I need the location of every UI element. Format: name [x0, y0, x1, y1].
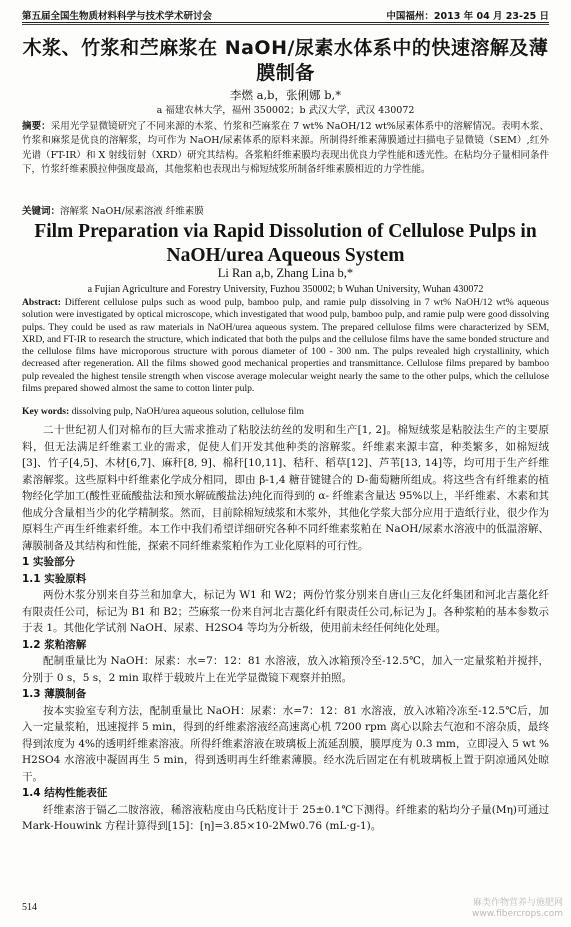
watermark-site-name: 麻类作物营养与施肥网 — [472, 898, 563, 908]
subsection-heading-materials: 1.1 实验原料 — [22, 572, 87, 585]
intro-paragraph: 二十世纪初人们对棉布的巨大需求推动了粘胶法纺丝的发明和生产[1, 2]。棉短绒浆是粘胶法生产的主要原料，但无法满足纤维素工业的需求，促使人们开发其他种类的溶解浆。纤维素来源丰富，种类繁多，如棉短绒[3]、竹子[4,5]、木材[6,7]、麻秆[8, 9]、棉秆[10,11]、秸秆、稻草[12]、芦苇[13, 14]等，均可用于生产纤维素溶解浆。这些原料中纤维素化学成分相同，即由 β-1,4 糖苷键键合的 D-葡萄糖所组成。将这些含有纤维素的植物经化学加工(酸性亚硫酸盐法和预水解硫酸盐法)纯化而得到的 α- 纤维素含量达 95%以上，半纤维素、木素和其他成分含量相当少的化学精制浆。然而，目前除棉短绒浆和木浆外，其他化学浆大部分应用于造纸行业，很少作为原料生产再生纤维素纤维。本工作中我们希望详细研究各种不同纤维素浆粕在 NaOH/尿素水溶液中的低温溶解、薄膜制备及其结构和性能，探索不同纤维素浆粕作为工业化原料的可行性。 — [22, 424, 549, 552]
conference-name: 第五届全国生物质材料科学与技术学术研讨会 — [22, 11, 213, 22]
subsection-heading-characterization: 1.4 结构性能表征 — [22, 787, 108, 799]
chinese-keywords-label: 关键词： — [22, 206, 61, 217]
chinese-title: 木浆、竹浆和苎麻浆在 NaOH/尿素水体系中的快速溶解及薄膜制备 — [22, 37, 549, 84]
film-prep-paragraph: 按本实验室专利方法，配制重量比 NaOH：尿素：水=7：12：81 水溶液，放入冰箱冷冻至-12.5℃后，加入一定量浆粕，迅速搅拌 5 min，得到的纤维素溶液经高速离心机 7200 rpm 离心以除去气泡和不溶杂质，最终得到浓度为 4%的透明纤维素溶液。所得纤维素溶液在玻璃板上流延刮膜，膜厚度为 0.3 mm，立即浸入 5 wt % H2SO4 水溶液中凝固再生 5 min，得到透明再生纤维素薄膜。经水洗后固定在有机玻璃板上置于阴凉通风处晾干。 — [22, 704, 549, 783]
header-rule — [22, 22, 549, 23]
english-keywords — [22, 406, 549, 418]
chinese-authors: 李燃 a,b，张俐娜 b,* — [230, 88, 341, 102]
body-text — [22, 422, 549, 835]
subsection-heading-dissolution: 1.2 浆粕溶解 — [22, 638, 87, 651]
subsection-heading-film-prep: 1.3 薄膜制备 — [22, 688, 87, 700]
chinese-keywords-text: 溶解浆 NaOH/尿素溶液 纤维素膜 — [60, 206, 204, 217]
english-abstract-text: Different cellulose pulps such as wood pulp, bamboo pulp, and ramie pulp dissolving in 7 wt% NaOH/12 wt% aqueous solution were investigated by optical microscope, which investigated that wood pulp, bamboo pulp, and ramie pulp were good dissolving pulps. They could be used as raw materials in NaOH/urea aqueous system. The prepared cellulose films were characterized by SEM, XRD, and FT-IR to research the structure, which indicated that both the pulps and the cellulose films have the same bonded structure and the cellulose films have microporous structure with porous diameter of 100 - 300 nm. The pulps revealed high crystallinity, which decreased after regeneration. All the films showed good mechanical properties and transmittance. Cellulose films prepared by bamboo pulp revealed the highest tensile strength when viscose average molecular weight nearly the same to the other pulps, which the cellulose films prepared showed almost the same to cotton linter pulp. — [22, 297, 549, 395]
chinese-affiliation: a 福建农林大学，福州 350002；b 武汉大学，武汉 430072 — [156, 105, 415, 116]
running-header — [22, 8, 549, 22]
characterization-paragraph: 纤维素溶于镉乙二胺溶液，稀溶液粘度由乌氏粘度计于 25±0.1℃下测得。纤维素的粘均分子量(Mη)可通过 Mark-Houwink 方程计算得到[15]：[η]=3.85×10-2Mw0.76 (mL·g-1)。 — [22, 803, 549, 832]
watermark-url: www.fibercrops.com — [472, 909, 563, 919]
english-affiliation: a Fujian Agriculture and Forestry University, Fuzhou 350002; b Wuhan University, Wuhan 430072 — [87, 284, 484, 295]
chinese-abstract — [22, 120, 549, 178]
chinese-keywords — [22, 205, 549, 218]
english-abstract — [22, 297, 549, 395]
page-number: 514 — [22, 902, 37, 913]
chinese-abstract-label: 摘要： — [22, 121, 51, 132]
english-authors: Li Ran a,b, Zhang Lina b,* — [217, 266, 354, 280]
english-keywords-label: Key words: — [22, 406, 70, 417]
english-title: Film Preparation via Rapid Dissolution of Cellulose Pulps in NaOH/urea Aqueous System — [34, 221, 537, 266]
conference-location-date: 中国福州：2013 年 04 月 23-25 日 — [386, 11, 549, 22]
materials-paragraph: 两份木浆分别来自芬兰和加拿大，标记为 W1 和 W2；两份竹浆分别来自唐山三友化纤集团和河北吉藁化纤有限责任公司，标记为 B1 和 B2；苎麻浆一份来自河北吉藁化纤有限责任公司,标记为 J。各种浆粕的基本参数示于表 1。其他化学试剂 NaOH、尿素、H2SO4 等均为分析级，使用前未经任何纯化处理。 — [22, 589, 549, 634]
dissolution-paragraph: 配制重量比为 NaOH：尿素：水=7：12：81 水溶液，放入冰箱预冷至-12.5℃，加入一定量浆粕并搅拌，分别于 0 s，5 s，2 min 取样于载玻片上在光学显微镜下观察并拍照。 — [22, 655, 549, 684]
header-rule-thin — [22, 24, 549, 25]
chinese-abstract-text: 采用光学显微镜研究了不同来源的木浆、竹浆和苎麻浆在 7 wt% NaOH/12 wt%尿素体系中的溶解情况。表明木浆、竹浆和麻浆是优良的溶解浆，均可作为 NaOH/尿素体系的原料来源。所制得纤维素薄膜通过扫描电子显微镜（SEM）,红外光谱（FT-IR）和 X 射线衍射（XRD）研究其结构。各浆粕纤维素膜均表现出优良力学性能和透光性。在粘均分子量相同条件下，竹浆纤维素膜拉伸强度最高，其他浆粕也表现出与棉短绒浆所制备纤维素膜相近的力学性能。 — [22, 121, 549, 176]
section-heading-experiment: 1 实验部分 — [22, 556, 75, 568]
watermark — [472, 898, 563, 920]
english-keywords-text: dissolving pulp, NaOH/urea aqueous solution, cellulose film — [71, 406, 304, 417]
english-abstract-label: Abstract: — [22, 297, 61, 308]
